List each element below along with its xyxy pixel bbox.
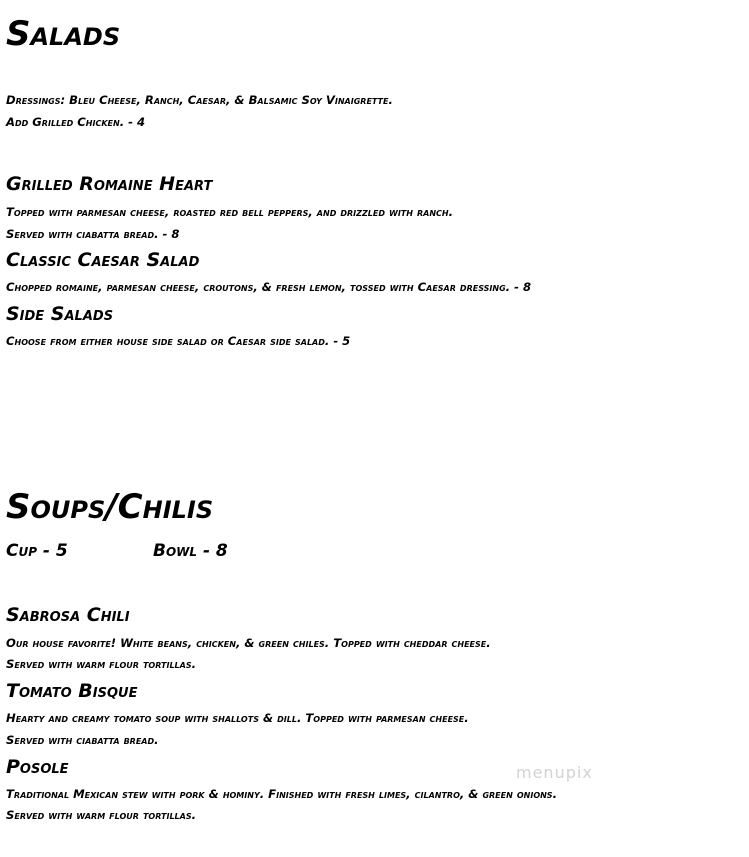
item-name-sabrosa-chili: Sabrosa Chili xyxy=(6,604,130,626)
item-name-posole: Posole xyxy=(6,756,69,778)
item-desc-line: Topped with parmesan cheese, roasted red bell peppers, and drizzled with ranch. xyxy=(6,205,454,219)
item-desc-line: Served with ciabatta bread. - 8 xyxy=(6,227,180,241)
item-desc-line: Chopped romaine, parmesan cheese, croutons, & fresh lemon, tossed with Caesar dressing. - 8 xyxy=(6,280,532,294)
cup-price: Cup - 5 xyxy=(6,541,68,561)
add-chicken-text: Add Grilled Chicken. - 4 xyxy=(6,115,146,129)
dressings-text: Dressings: Bleu Cheese, Ranch, Caesar, & Balsamic Soy Vinaigrette. xyxy=(6,93,393,107)
item-name-tomato-bisque: Tomato Bisque xyxy=(6,680,138,702)
item-desc-line: Choose from either house side salad or Caesar side salad. - 5 xyxy=(6,334,351,348)
item-desc-line: Served with warm flour tortillas. xyxy=(6,808,197,822)
item-name-grilled-romaine: Grilled Romaine Heart xyxy=(6,173,213,195)
item-desc-line: Traditional Mexican stew with pork & hominy. Finished with fresh limes, cilantro, & green onions. xyxy=(6,787,557,801)
bowl-price: Bowl - 8 xyxy=(153,541,228,561)
item-name-side-salads: Side Salads xyxy=(6,303,114,325)
salads-heading: Salads xyxy=(6,14,121,54)
item-desc-line: Our house favorite! White beans, chicken, & green chiles. Topped with cheddar cheese. xyxy=(6,636,491,650)
watermark: menupix xyxy=(516,763,593,782)
item-desc-line: Served with ciabatta bread. xyxy=(6,733,159,747)
soups-heading: Soups/Chilis xyxy=(6,487,214,527)
item-name-classic-caesar: Classic Caesar Salad xyxy=(6,249,200,271)
item-desc-line: Served with warm flour tortillas. xyxy=(6,657,197,671)
item-desc-line: Hearty and creamy tomato soup with shallots & dill. Topped with parmesan cheese. xyxy=(6,711,469,725)
